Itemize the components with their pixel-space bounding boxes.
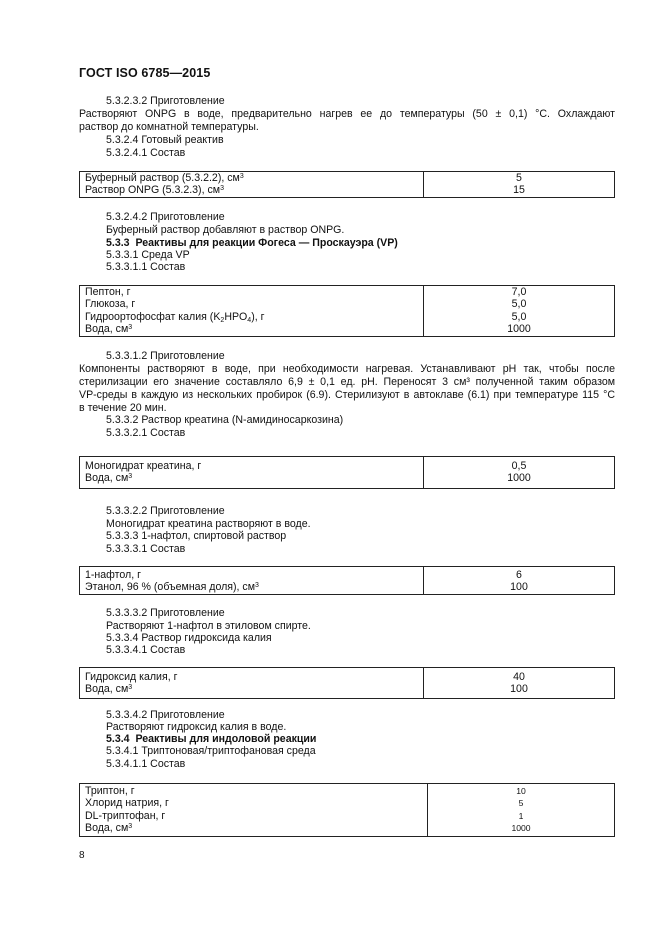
composition-table (79, 667, 615, 699)
section-heading: 5.3.3.4.2 Приготовление (106, 709, 225, 721)
table-cell-label: Этанол, 96 % (объемная доля), $см^3$ (85, 581, 259, 594)
table-cell-value: 5 (518, 798, 524, 809)
table-cell-value: 10 (516, 786, 526, 796)
section-heading: 5.3.3.3 1-нафтол, спиртовой раствор (106, 530, 287, 542)
section-heading: 5.3.3.1.1 Состав (106, 261, 186, 273)
composition-table (79, 783, 615, 837)
section-heading: 5.3.2.4.2 Приготовление (106, 211, 225, 223)
paragraph-line: в течение 20 мин. (79, 402, 167, 414)
table-cell-value: 1000 (511, 823, 531, 834)
table-cell-label: Гидроксид калия, г (85, 671, 178, 683)
table-cell-value: 6 (516, 569, 522, 581)
table-cell-label: Вода, $см^3$ (85, 472, 133, 485)
paragraph-line: Растворяют 1-нафтол в этиловом спирте. (106, 620, 311, 632)
table-cell-label: Раствор ONPG (5.3.2.3), $см^3$ (85, 184, 224, 197)
page-number: 8 (79, 850, 85, 861)
document-header: ГОСТ ISO 6785—2015 (79, 66, 211, 80)
paragraph-line: Моногидрат креатина растворяют в воде. (106, 518, 311, 530)
section-heading: 5.3.4.1.1 Состав (106, 758, 186, 770)
table-cell-value: 0,5 (511, 460, 527, 472)
composition-table (79, 456, 615, 489)
section-heading: 5.3.3.4.1 Состав (106, 644, 186, 656)
table-cell-label: Моногидрат креатина, г (85, 460, 202, 472)
table-cell-value: 15 (513, 184, 525, 197)
composition-table (79, 566, 615, 595)
table-cell-label: Вода, $см^3$ (85, 323, 133, 336)
table-cell-label: Триптон, г (85, 785, 135, 797)
paragraph-line: Растворяют ONPG в воде, предварительно нагрев ее до температуры (50 ± 0,1) °C. Охлаждают (79, 108, 615, 120)
paragraph-line: раствор до комнатной температуры. (79, 121, 259, 133)
section-heading: 5.3.3.3.1 Состав (106, 543, 186, 555)
table-cell-label: Пептон, г (85, 286, 131, 298)
paragraph-line: Буферный раствор добавляют в раствор ONPG. (106, 224, 345, 236)
paragraph-line: Компоненты растворяют в воде, при необходимости нагревая. Устанавливают pH так, чтобы после (79, 363, 615, 375)
section-heading: 5.3.3.1 Среда VP (106, 249, 190, 261)
table-cell-value: 100 (510, 683, 528, 696)
table-cell-value: 5,0 (511, 298, 527, 311)
table-cell-value: 5,0 (511, 310, 527, 323)
section-heading-bold: 5.3.3 Реактивы для реакции Фогеса — Проскауэра (VP) (106, 237, 398, 249)
table-cell-label: 1-нафтол, г (85, 569, 141, 581)
section-heading: 5.3.2.4.1 Состав (106, 147, 186, 159)
section-heading-bold: 5.3.4 Реактивы для индоловой реакции (106, 733, 317, 745)
table-cell-value: 1000 (507, 472, 531, 485)
section-heading: 5.3.2.4 Готовый реактив (106, 134, 224, 146)
composition-table (79, 171, 615, 198)
table-cell-label: Хлорид натрия, г (85, 797, 169, 810)
table-cell-value: 100 (510, 581, 528, 594)
table-cell-value: 7,0 (511, 286, 527, 298)
table-cell-value: 1000 (507, 323, 531, 336)
section-heading: 5.3.3.2.2 Приготовление (106, 505, 225, 517)
table-cell-label: Вода, $см^3$ (85, 822, 133, 835)
table-cell-value: 5 (516, 172, 522, 184)
paragraph-line: стерилизации его значение составляло 6,9 ± 0,1 ед. pH. Переносят 3 см³ полученной таким образом (79, 376, 615, 388)
table-cell-label: Гидроортофосфат калия $(K_2HPO_4)$, г (85, 310, 265, 324)
composition-table (79, 285, 615, 337)
table-cell-label: Глюкоза, г (85, 298, 136, 311)
section-heading: 5.3.3.4 Раствор гидроксида калия (106, 632, 272, 644)
table-cell-label: Вода, $см^3$ (85, 683, 133, 696)
paragraph-line: VP-среды в каждую из нескольких пробирок (6.9). Стерилизуют в автоклаве (6.1) при температуре 115 °C (79, 389, 615, 401)
table-cell-label: Буферный раствор (5.3.2.2), $см^3$ (85, 172, 244, 184)
section-heading: 5.3.2.3.2 Приготовление (106, 95, 225, 107)
paragraph-line: Растворяют гидроксид калия в воде. (106, 721, 287, 733)
section-heading: 5.3.3.1.2 Приготовление (106, 350, 225, 362)
table-cell-value: 1 (518, 810, 524, 821)
section-heading: 5.3.3.2.1 Состав (106, 427, 186, 439)
table-cell-label: DL-триптофан, г (85, 809, 166, 822)
section-heading: 5.3.3.2 Раствор креатина (N-амидиносаркозина) (106, 414, 344, 426)
table-cell-value: 40 (513, 671, 525, 683)
section-heading: 5.3.3.3.2 Приготовление (106, 607, 225, 619)
section-heading: 5.3.4.1 Триптоновая/триптофановая среда (106, 745, 316, 757)
